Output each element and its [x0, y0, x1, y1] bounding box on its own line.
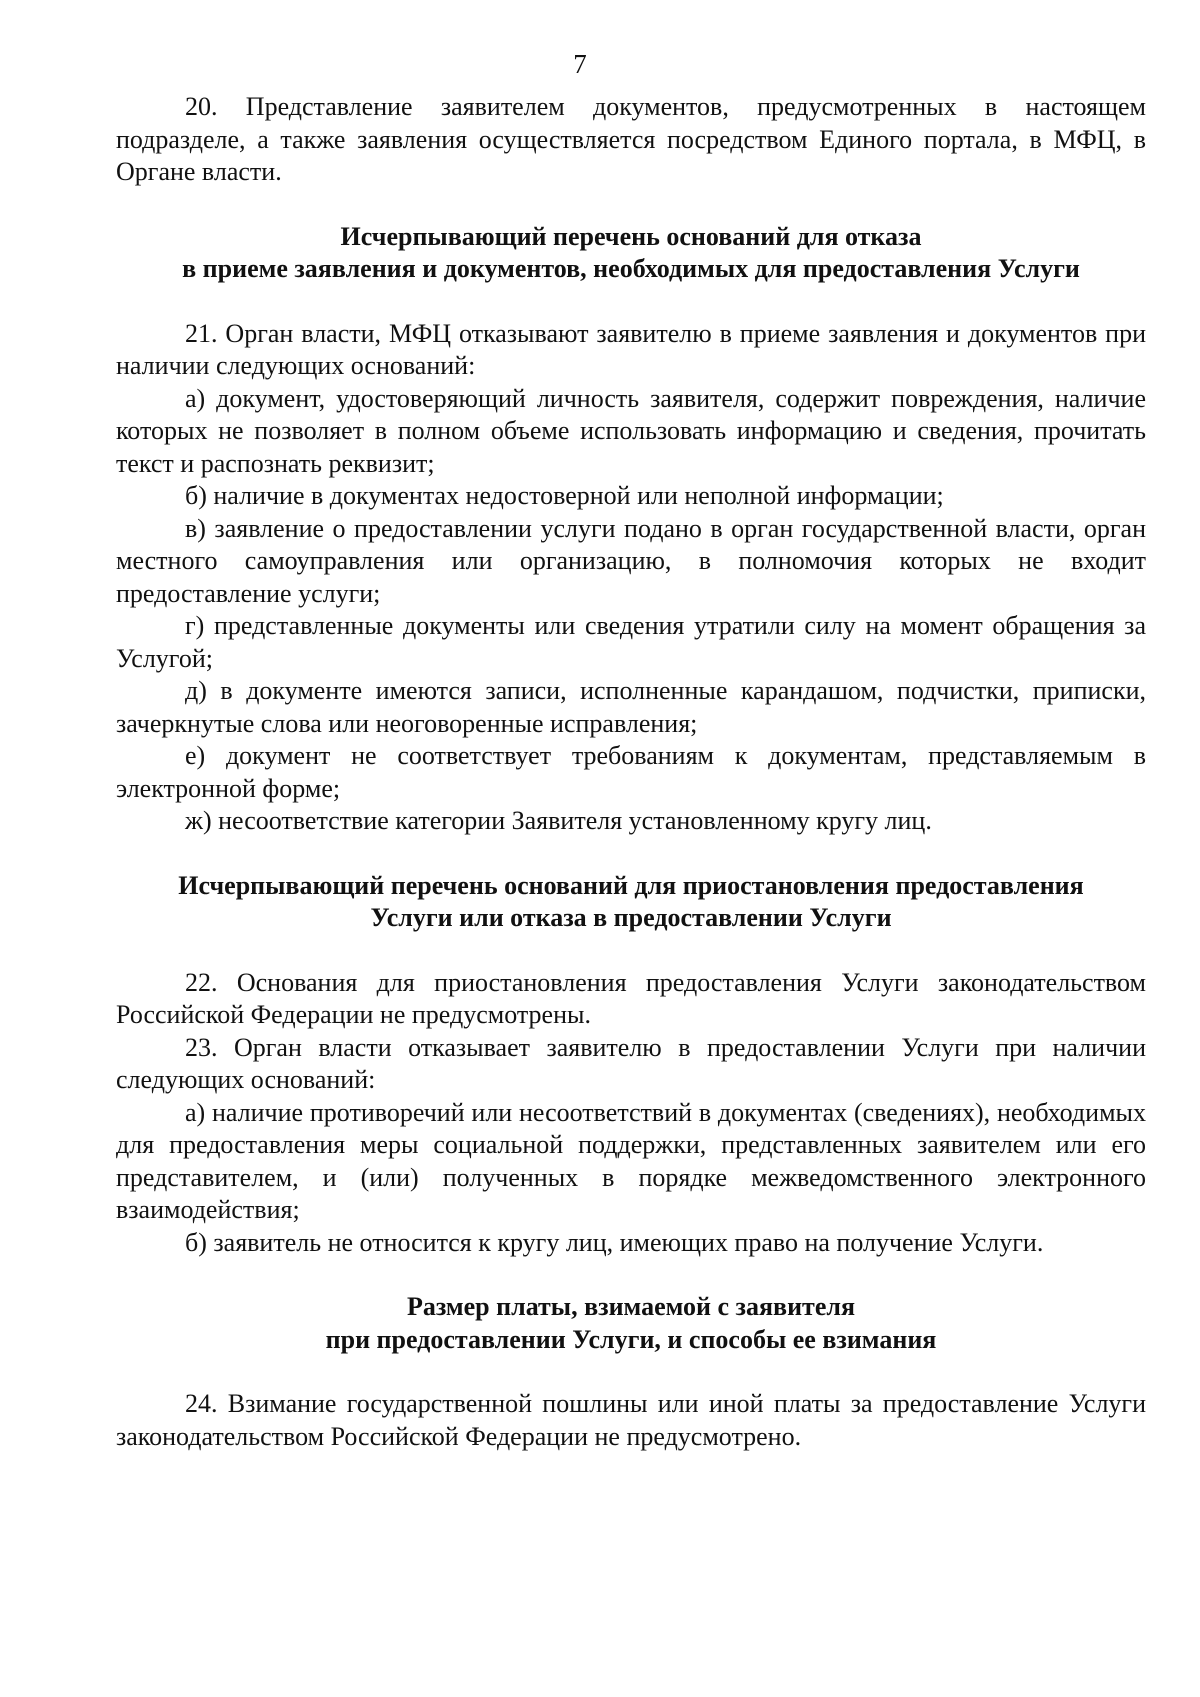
section-heading-fee [116, 1291, 1146, 1356]
spacer [116, 1356, 1146, 1388]
section-heading-refusal-acceptance [116, 221, 1146, 286]
heading-line: Исчерпывающий перечень оснований для отказа [340, 221, 922, 251]
document-body [116, 91, 1146, 1453]
paragraph-22: 22. Основания для приостановления предоставления Услуги законодательством Российской Федерации не предусмотрены. [116, 967, 1146, 1029]
spacer [116, 838, 1146, 870]
list-item-e: е) документ не соответствует требованиям к документам, представляемым в электронной форме; [116, 741, 1146, 803]
spacer [116, 189, 1146, 221]
spacer [116, 935, 1146, 967]
page-number: 7 [573, 49, 587, 79]
heading-line: Размер платы, взимаемой с заявителя [406, 1292, 856, 1321]
list-item-b: б) заявитель не относится к кругу лиц, имеющих право на получение Услуги. [185, 1227, 1044, 1257]
list-item-zh: ж) несоответствие категории Заявителя установленному кругу лиц. [185, 806, 932, 835]
list-item-b: б) наличие в документах недостоверной или неполной информации; [185, 481, 944, 510]
spacer [116, 1259, 1146, 1291]
paragraph-21: 21. Орган власти, МФЦ отказывают заявителю в приеме заявления и документов при наличии следующих оснований: [116, 318, 1146, 380]
list-item-a: а) документ, удостоверяющий личность заявителя, содержит повреждения, наличие которых не позволяет в полном объеме использовать информацию и сведения, прочитать текст и распознать реквизит; [116, 383, 1146, 478]
heading-line: Услуги или отказа в предоставлении Услуги [370, 903, 892, 932]
list-item-v: в) заявление о предоставлении услуги подано в орган государственной власти, орган местного самоуправления или организацию, в полномочия которых не входит предоставление услуги; [116, 513, 1146, 608]
heading-line: Исчерпывающий перечень оснований для приостановления предоставления [178, 870, 1084, 900]
paragraph-20: 20. Представление заявителем документов, предусмотренных в настоящем подразделе, а также заявления осуществляется посредством Единого портала, в МФЦ, в Органе власти. [116, 92, 1146, 186]
section-heading-suspension-refusal [116, 870, 1146, 935]
list-item-a: а) наличие противоречий или несоответствий в документах (сведениях), необходимых для предоставления меры социальной поддержки, представленных заявителем или его представителем, и (или) полученных в порядке межведомственного электронного взаимодействия; [116, 1097, 1146, 1224]
paragraph-23: 23. Орган власти отказывает заявителю в предоставлении Услуги при наличии следующих оснований: [116, 1032, 1146, 1094]
spacer [116, 286, 1146, 318]
list-item-d: д) в документе имеются записи, исполненные карандашом, подчистки, приписки, зачеркнутые слова или неоговоренные исправления; [116, 676, 1146, 738]
heading-line: при предоставлении Услуги, и способы ее взимания [325, 1324, 937, 1354]
paragraph-24: 24. Взимание государственной пошлины или иной платы за предоставление Услуги законодательством Российской Федерации не предусмотрено. [116, 1389, 1146, 1451]
heading-line: в приеме заявления и документов, необходимых для предоставления Услуги [182, 254, 1080, 283]
list-item-g: г) представленные документы или сведения утратили силу на момент обращения за Услугой; [116, 611, 1146, 673]
